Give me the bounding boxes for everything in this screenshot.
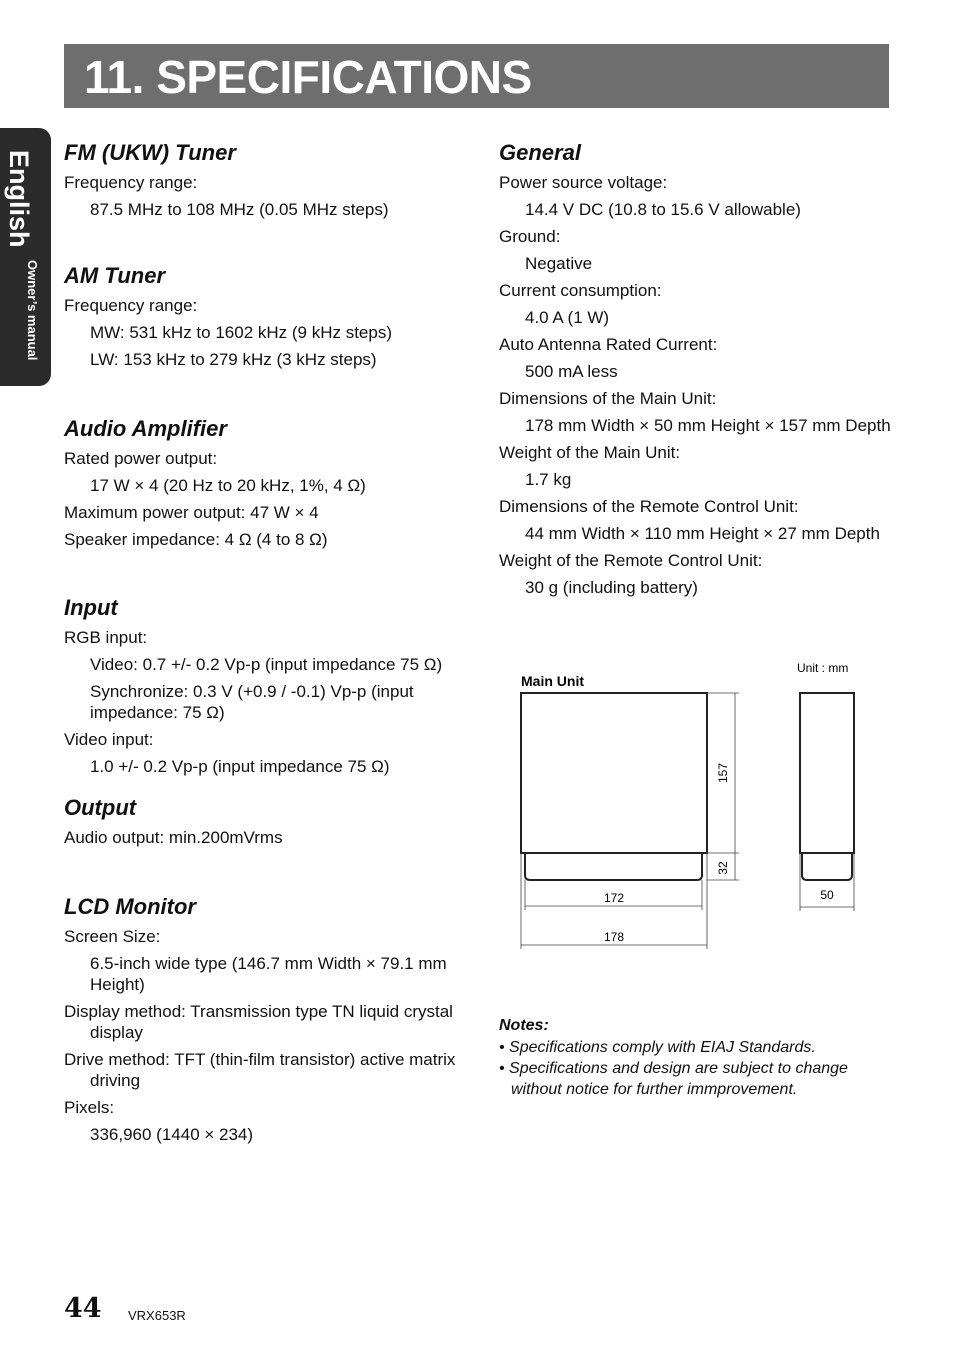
section-heading: Audio Amplifier	[64, 416, 227, 441]
section-heading: AM Tuner	[64, 263, 166, 288]
page-title: 11. SPECIFICATIONS	[84, 51, 532, 103]
spec-line: Maximum power output: 47 W × 4	[64, 503, 319, 522]
side-view-body	[800, 693, 854, 853]
spec-label: Auto Antenna Rated Current:	[499, 335, 718, 354]
section-heading: Output	[64, 795, 137, 820]
spec-label: Frequency range:	[64, 296, 198, 315]
spec-line: Speaker impedance: 4 Ω (4 to 8 Ω)	[64, 530, 328, 549]
section-heading: General	[499, 140, 581, 165]
spec-label: Power source voltage:	[499, 173, 668, 192]
unit-label: Unit : mm	[797, 661, 849, 675]
spec-value: 1.7 kg	[525, 470, 572, 489]
spec-value: LW: 153 kHz to 279 kHz (3 kHz steps)	[90, 350, 377, 369]
spec-value: 4.0 A (1 W)	[525, 308, 610, 327]
section-audio-amplifier	[64, 416, 459, 550]
spec-label: Video input:	[64, 730, 154, 749]
spec-label: Pixels:	[64, 1098, 115, 1117]
spec-value: 87.5 MHz to 108 MHz (0.05 MHz steps)	[90, 200, 389, 219]
page-number: 44	[64, 1293, 102, 1324]
section-heading: Input	[64, 595, 118, 620]
dimension-157: 157	[716, 762, 730, 784]
spec-value: 1.0 +/- 0.2 Vp-p (input impedance 75 Ω)	[90, 757, 390, 776]
spec-line: Audio output: min.200mVrms	[64, 828, 283, 847]
main-unit-sleeve	[525, 853, 702, 880]
spec-label: Frequency range:	[64, 173, 198, 192]
side-view-sleeve	[802, 853, 852, 880]
spec-value: 44 mm Width × 110 mm Height × 27 mm Depth	[525, 524, 880, 543]
spec-label: Weight of the Remote Control Unit:	[499, 551, 763, 570]
spec-value: 500 mA less	[525, 362, 618, 381]
spec-value: MW: 531 kHz to 1602 kHz (9 kHz steps)	[90, 323, 393, 342]
section-heading: FM (UKW) Tuner	[64, 140, 236, 165]
spec-value: 17 W × 4 (20 Hz to 20 kHz, 1%, 4 Ω)	[90, 476, 366, 495]
left-column	[64, 140, 459, 1145]
spec-value: Video: 0.7 +/- 0.2 Vp-p (input impedance 75 Ω)	[90, 655, 443, 674]
main-unit-body	[521, 693, 707, 853]
spec-label: Ground:	[499, 227, 561, 246]
spec-label: Current consumption:	[499, 281, 662, 300]
spec-value: 14.4 V DC (10.8 to 15.6 V allowable)	[525, 200, 801, 219]
main-unit-label: Main Unit	[521, 673, 584, 689]
spec-value: 30 g (including battery)	[525, 578, 698, 597]
note-item: • Specifications comply with EIAJ Standards.	[499, 1039, 816, 1056]
side-tab-language: English	[4, 150, 34, 248]
dimension-178: 178	[603, 930, 625, 944]
dimension-50: 50	[820, 888, 834, 902]
dimension-32: 32	[716, 861, 730, 875]
section-lcd-monitor	[64, 894, 459, 1145]
side-tab-manual-label: Owner’s manual	[25, 260, 40, 361]
dimension-diagram	[499, 655, 879, 955]
section-heading: LCD Monitor	[64, 894, 196, 919]
title-bar	[64, 44, 889, 108]
model-number: VRX653R	[128, 1308, 186, 1323]
section-fm-tuner	[64, 140, 459, 220]
section-general	[499, 140, 899, 598]
notes-title: Notes:	[499, 1017, 549, 1034]
right-column	[499, 140, 899, 598]
spec-value: 6.5-inch wide type (146.7 mm Width × 79.1 mm Height)	[90, 954, 447, 994]
spec-value: 178 mm Width × 50 mm Height × 157 mm Depth	[525, 416, 891, 435]
section-output	[64, 795, 459, 848]
spec-value: 336,960 (1440 × 234)	[90, 1125, 254, 1144]
section-am-tuner	[64, 263, 459, 370]
spec-label: RGB input:	[64, 628, 148, 647]
spec-line: Display method: Transmission type TN liquid crystal display	[64, 1002, 453, 1042]
section-input	[64, 595, 459, 777]
spec-label: Screen Size:	[64, 927, 161, 946]
spec-label: Dimensions of the Main Unit:	[499, 389, 717, 408]
note-item: • Specifications and design are subject to change without notice for further immprovement.	[499, 1060, 848, 1098]
spec-label: Weight of the Main Unit:	[499, 443, 681, 462]
spec-value: Negative	[525, 254, 593, 273]
notes	[499, 1015, 899, 1100]
spec-value: Synchronize: 0.3 V (+0.9 / -0.1) Vp-p (input impedance: 75 Ω)	[90, 682, 414, 722]
spec-line: Drive method: TFT (thin-film transistor) active matrix driving	[64, 1050, 456, 1090]
spec-label: Rated power output:	[64, 449, 218, 468]
dimension-172: 172	[603, 891, 625, 905]
spec-label: Dimensions of the Remote Control Unit:	[499, 497, 799, 516]
